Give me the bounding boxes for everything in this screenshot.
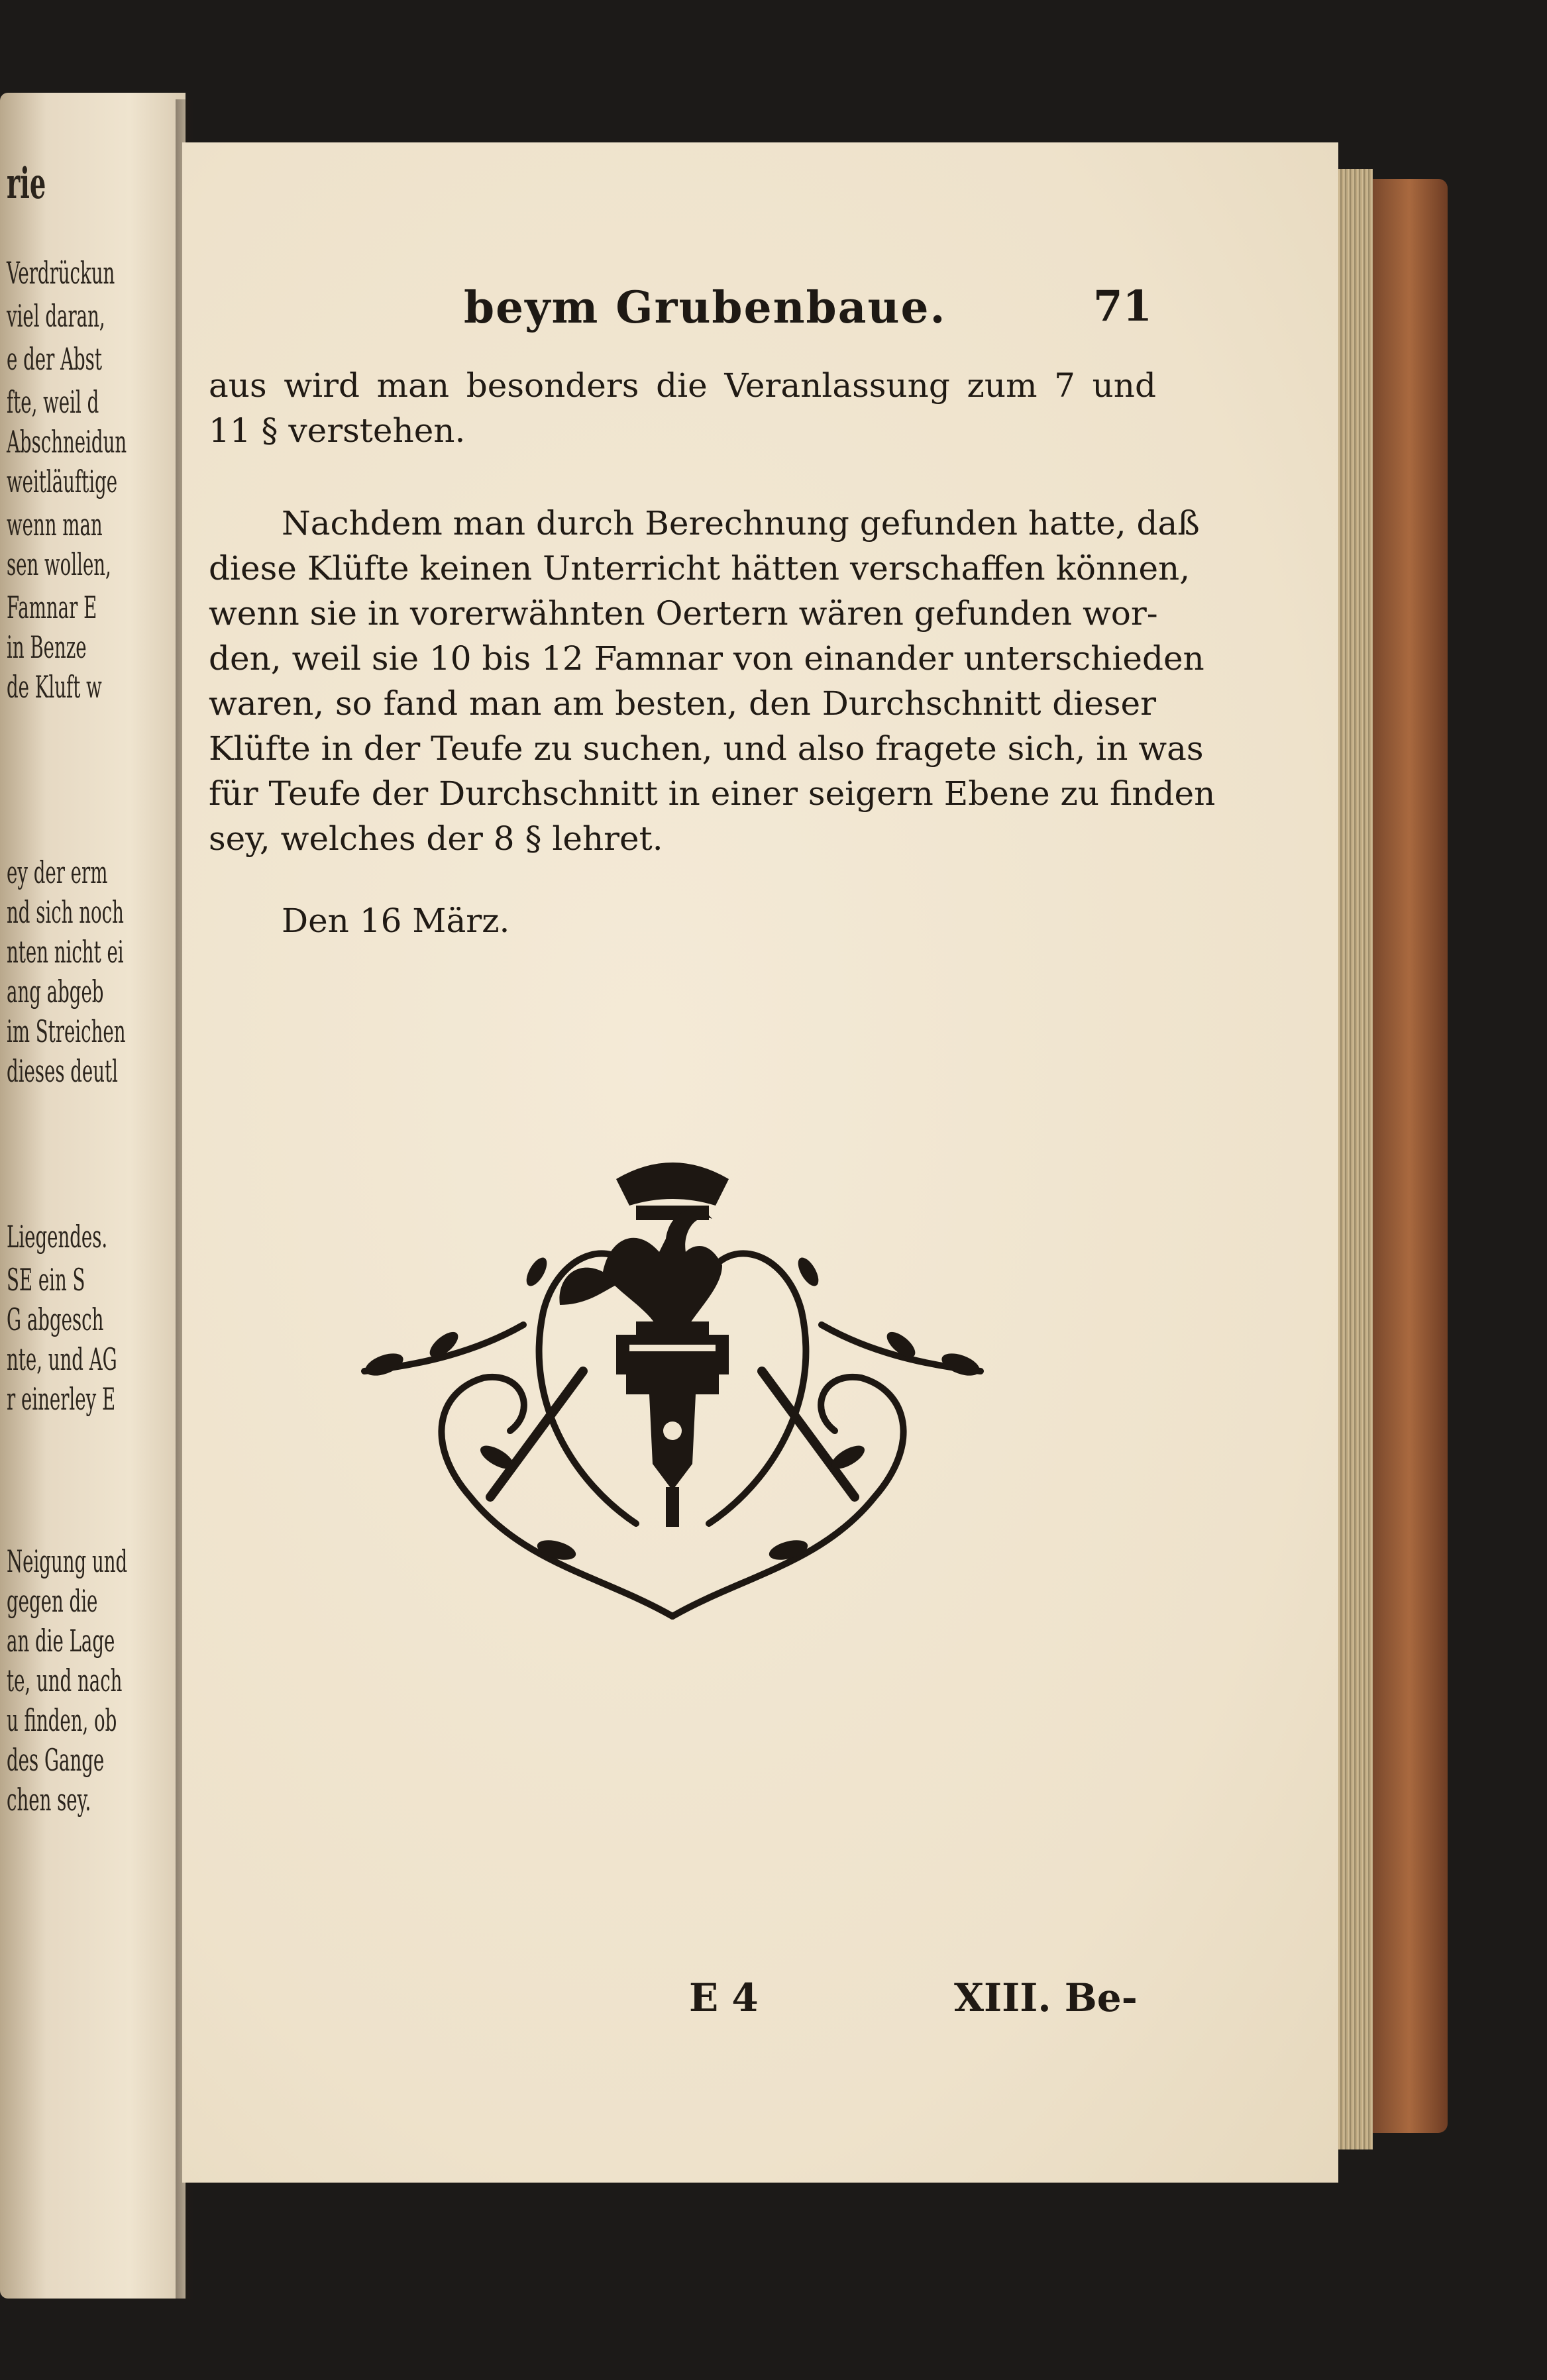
paragraph-2: [209, 501, 1216, 861]
left-page-fragment: ang abgeb: [7, 974, 104, 1009]
text-line: diese Klüfte keinen Unterricht hätten verschaffen können,: [209, 549, 1191, 588]
left-page-fragment: de Kluft w: [7, 669, 102, 705]
text-line: Klüfte in der Teufe zu suchen, und also fragete sich, in was: [209, 729, 1204, 768]
left-page-fragment: G abgesch: [7, 1302, 104, 1337]
dateline: Den 16 März.: [282, 902, 510, 940]
left-page-fragment: gegen die: [7, 1583, 98, 1619]
left-page-fragment: te, und nach: [7, 1663, 123, 1698]
paragraph-1: [209, 363, 1156, 453]
text-line: für Teufe der Durchschnitt in einer seigern Ebene zu finden: [209, 774, 1216, 813]
left-page-fragment: Abschneidun: [7, 424, 127, 460]
left-page-fragment: wenn man: [7, 507, 103, 543]
left-page-fragment: nten nicht ei: [7, 934, 124, 970]
left-page-fragment: Famnar E: [7, 590, 97, 625]
left-page-fragment: nte, und AG: [7, 1341, 117, 1377]
text-line: 11 § verstehen.: [209, 411, 466, 450]
left-page-fragment: viel daran,: [7, 298, 105, 334]
text-line: Nachdem man durch Berechnung gefunden hatte, daß: [282, 504, 1200, 543]
left-page-fragment: fte, weil d: [7, 384, 99, 420]
text-line: den, weil sie 10 bis 12 Famnar von einander unterschieden: [209, 639, 1204, 678]
catchword: XIII. Be-: [954, 1975, 1138, 2020]
page-number: 71: [1093, 282, 1153, 331]
left-page-fragment: Verdrückun: [7, 255, 115, 291]
left-page-fragment: dieses deutl: [7, 1053, 118, 1089]
left-page-fragment: im Streichen: [7, 1013, 126, 1049]
left-page-fragment: rie: [7, 159, 46, 209]
left-page-fragment: r einerley E: [7, 1381, 116, 1417]
left-page-fragment: an die Lage: [7, 1623, 115, 1659]
text-line: waren, so fand man am besten, den Durchschnitt dieser: [209, 684, 1156, 723]
eagle-vignette-ornament: [325, 1153, 1020, 1702]
text-line: sey, welches der 8 § lehret.: [209, 819, 663, 858]
left-page-fragment: sen wollen,: [7, 546, 111, 582]
text-line: aus wird man besonders die Veranlassung zum 7 und: [209, 366, 1156, 405]
left-page: [0, 93, 186, 2299]
left-page-fragment: weitläuftige: [7, 464, 118, 499]
signature-mark: E 4: [689, 1975, 759, 2020]
left-page-fragment: in Benze: [7, 629, 87, 665]
page-edges: [1333, 169, 1373, 2149]
left-page-fragment: Liegendes.: [7, 1219, 108, 1255]
left-page-fragment: chen sey.: [7, 1782, 91, 1818]
left-page-fragment: SE ein S: [7, 1262, 85, 1298]
left-page-fragment: ey der erm: [7, 854, 108, 890]
left-page-fragment: Neigung und: [7, 1543, 128, 1579]
left-page-fragment: nd sich noch: [7, 894, 124, 930]
left-page-fragment: des Gange: [7, 1742, 105, 1778]
running-head: beym Grubenbaue.: [464, 282, 947, 333]
left-page-fragment: u finden, ob: [7, 1702, 117, 1738]
text-line: wenn sie in vorerwähnten Oertern wären gefunden wor-: [209, 594, 1158, 633]
left-page-fragment: e der Abst: [7, 341, 102, 377]
